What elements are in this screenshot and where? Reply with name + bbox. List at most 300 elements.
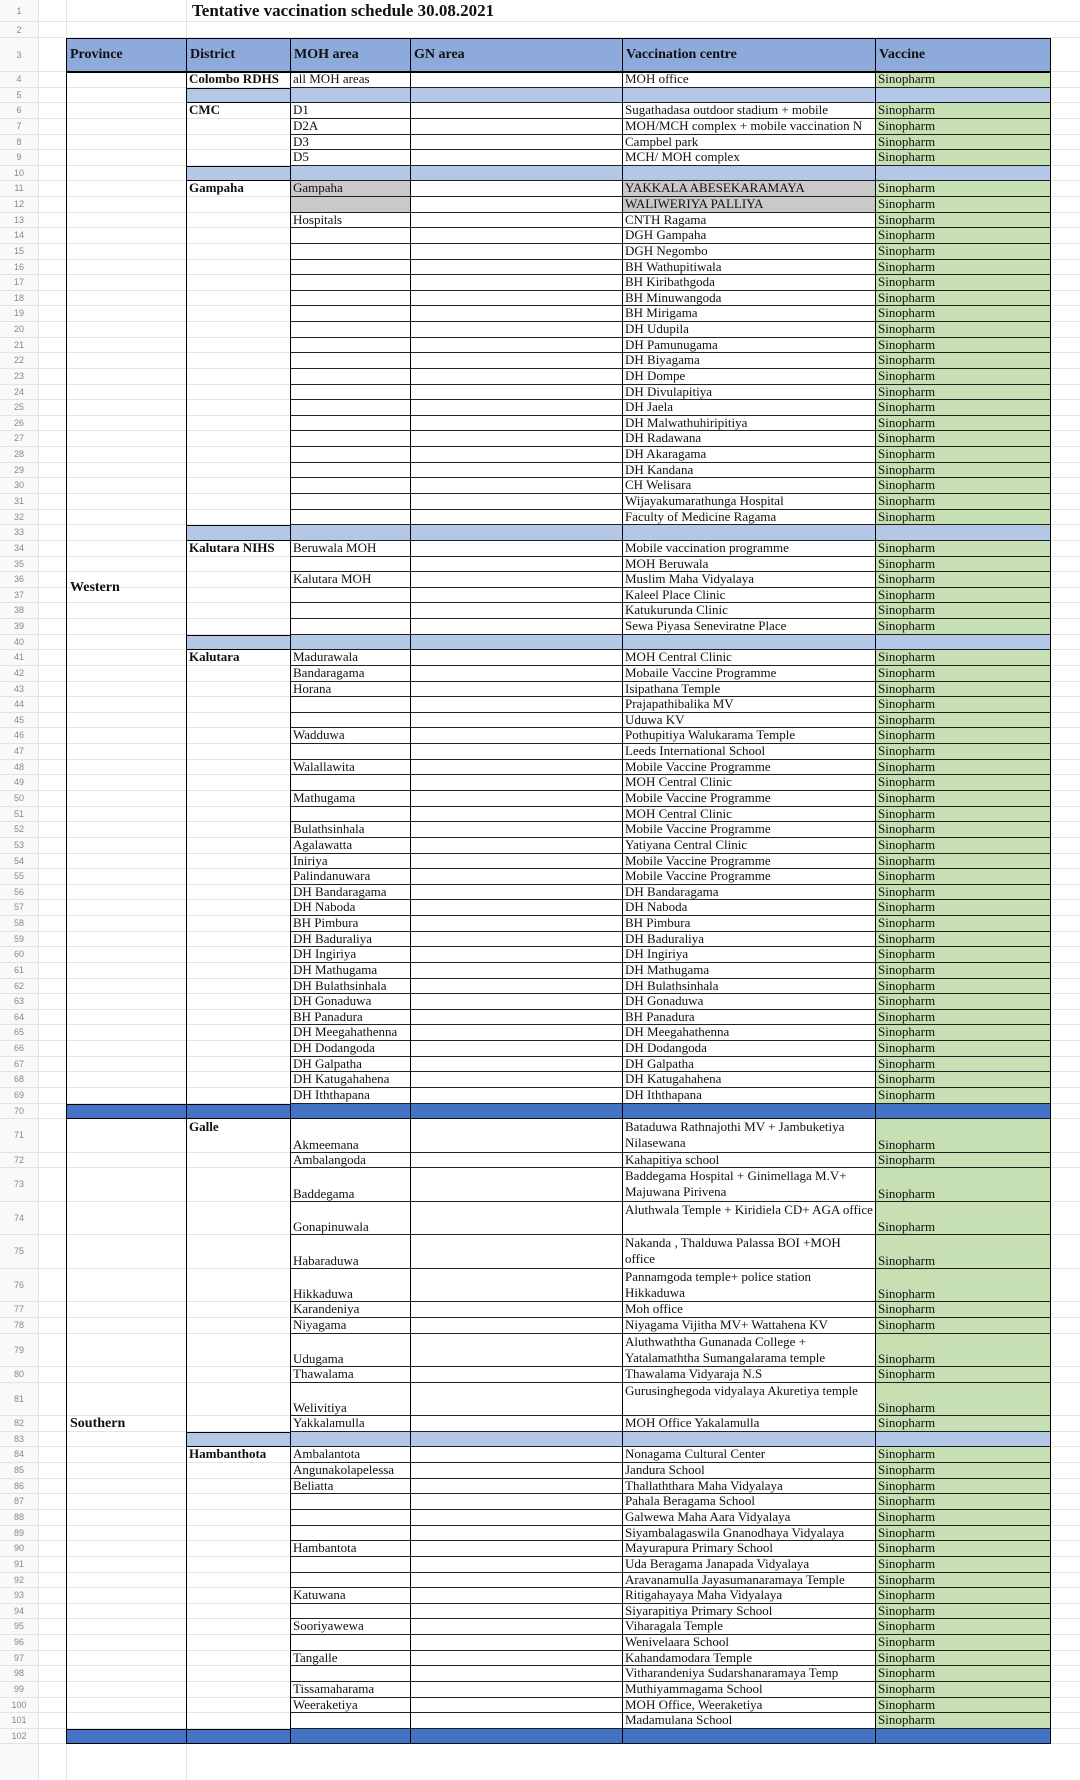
vaccination-centre-cell[interactable]: Mobile Vaccine Programme (625, 790, 771, 805)
vaccine-cell[interactable]: Sinopharm (878, 650, 936, 665)
vaccination-centre-cell[interactable]: Pannamgoda temple+ police station Hikkaduwa (625, 1268, 812, 1300)
vaccine-cell[interactable]: Sinopharm (878, 150, 936, 165)
row-number[interactable]: 66 (13, 1043, 24, 1054)
vaccination-centre-cell[interactable]: Viharagala Temple (625, 1619, 724, 1634)
moh-area-cell[interactable]: Bulathsinhala (293, 822, 365, 837)
vaccine-cell[interactable]: Sinopharm (878, 103, 936, 118)
vaccination-centre-cell[interactable]: Ritigahayaya Maha Vidyalaya (625, 1588, 783, 1603)
moh-area-cell[interactable]: Horana (293, 681, 332, 696)
vaccination-centre-cell[interactable]: DGH Negombo (625, 243, 708, 258)
vaccination-centre-cell[interactable]: MOH Beruwala (625, 556, 709, 571)
vaccine-cell[interactable]: Sinopharm (878, 759, 936, 774)
vaccine-cell[interactable]: Sinopharm (878, 728, 936, 743)
vaccine-cell[interactable]: Sinopharm (878, 869, 936, 884)
vaccination-centre-cell[interactable]: BH Minuwangoda (625, 290, 722, 305)
vaccination-centre-cell[interactable]: DH Udupila (625, 322, 689, 337)
row-number[interactable]: 58 (13, 918, 24, 929)
vaccine-cell[interactable]: Sinopharm (878, 415, 936, 430)
vaccination-centre-cell[interactable]: Uduwa KV (625, 712, 685, 727)
vaccination-centre-cell[interactable]: Thawalama Vidyaraja N.S (625, 1367, 763, 1382)
row-number[interactable]: 59 (13, 933, 24, 944)
row-number[interactable]: 85 (13, 1465, 24, 1476)
vaccination-centre-cell[interactable]: Thallaththara Maha Vidyalaya (625, 1478, 783, 1493)
row-number[interactable]: 45 (13, 714, 24, 725)
vaccine-cell[interactable]: Sinopharm (878, 1087, 936, 1102)
vaccination-centre-cell[interactable]: DH Galpatha (625, 1056, 694, 1071)
vaccination-centre-cell[interactable]: Siyarapitiya Primary School (625, 1603, 773, 1618)
moh-area-cell[interactable]: Beliatta (293, 1478, 334, 1493)
row-number[interactable]: 99 (13, 1683, 24, 1694)
vaccination-centre-cell[interactable]: BH Kiribathgoda (625, 275, 715, 290)
moh-area-cell[interactable]: DH Galpatha (293, 1056, 362, 1071)
row-number[interactable]: 12 (13, 199, 24, 210)
vaccination-centre-cell[interactable]: Prajapathibalika MV (625, 697, 734, 712)
vaccine-cell[interactable]: Sinopharm (878, 1056, 936, 1071)
vaccine-cell[interactable]: Sinopharm (878, 197, 936, 212)
moh-area-cell[interactable]: Welivitiya (293, 1400, 347, 1416)
row-number[interactable]: 52 (13, 824, 24, 835)
vaccine-cell[interactable]: Sinopharm (878, 1416, 936, 1431)
row-number[interactable]: 29 (13, 464, 24, 475)
vaccination-centre-cell[interactable]: Pahala Beragama School (625, 1494, 755, 1509)
row-number[interactable]: 97 (13, 1652, 24, 1663)
vaccine-cell[interactable]: Sinopharm (878, 1252, 936, 1268)
vaccination-centre-cell[interactable]: Mobile Vaccine Programme (625, 869, 771, 884)
row-number[interactable]: 63 (13, 996, 24, 1007)
vaccine-cell[interactable]: Sinopharm (878, 603, 936, 618)
row-number[interactable]: 69 (13, 1089, 24, 1100)
moh-area-cell[interactable]: Yakkalamulla (293, 1416, 365, 1431)
vaccine-cell[interactable]: Sinopharm (878, 1009, 936, 1024)
vaccination-centre-cell[interactable]: Bataduwa Rathnajothi MV + Jambuketiya Nilasewana (625, 1119, 845, 1151)
vaccination-centre-cell[interactable]: Kahapitiya school (625, 1152, 720, 1167)
row-number[interactable]: 76 (13, 1279, 24, 1290)
moh-area-cell[interactable]: Mathugama (293, 790, 356, 805)
moh-area-cell[interactable]: Hospitals (293, 212, 343, 227)
district-cell[interactable]: CMC (189, 103, 221, 118)
row-number[interactable]: 94 (13, 1605, 24, 1616)
vaccination-centre-cell[interactable]: DH Ingiriya (625, 947, 689, 962)
moh-area-cell[interactable]: Udugama (293, 1351, 344, 1367)
vaccine-cell[interactable]: Sinopharm (878, 1697, 936, 1712)
row-number[interactable]: 9 (16, 152, 22, 163)
row-number[interactable]: 51 (13, 808, 24, 819)
row-number[interactable]: 64 (13, 1011, 24, 1022)
row-number[interactable]: 38 (13, 605, 24, 616)
moh-area-cell[interactable]: DH Bulathsinhala (293, 978, 387, 993)
vaccination-centre-cell[interactable]: Wijayakumarathunga Hospital (625, 494, 784, 508)
vaccination-centre-cell[interactable]: Mobile Vaccine Programme (625, 822, 771, 837)
row-number[interactable]: 62 (13, 980, 24, 991)
moh-area-cell[interactable]: Sooriyawewa (293, 1619, 364, 1634)
vaccine-cell[interactable]: Sinopharm (878, 837, 936, 852)
vaccination-centre-cell[interactable]: CH Welisara (625, 478, 692, 493)
vaccination-centre-cell[interactable]: Jandura School (625, 1463, 705, 1478)
moh-area-cell[interactable]: Hambantota (293, 1541, 357, 1556)
row-number[interactable]: 11 (14, 183, 24, 194)
vaccine-cell[interactable]: Sinopharm (878, 1286, 936, 1302)
row-number[interactable]: 70 (13, 1105, 24, 1116)
vaccination-centre-cell[interactable]: DH Akaragama (625, 447, 707, 462)
vaccination-centre-cell[interactable]: Campbel park (625, 134, 699, 149)
moh-area-cell[interactable]: Kalutara MOH (293, 572, 372, 587)
row-number[interactable]: 79 (13, 1344, 24, 1355)
moh-area-cell[interactable]: Tissamaharama (293, 1681, 375, 1696)
vaccine-cell[interactable]: Sinopharm (878, 916, 936, 931)
vaccination-centre-cell[interactable]: Mayurapura Primary School (625, 1541, 774, 1556)
vaccine-cell[interactable]: Sinopharm (878, 72, 936, 86)
header-district[interactable]: District (190, 47, 236, 62)
vaccination-centre-cell[interactable]: MOH/MCH complex + mobile vaccination N (625, 118, 863, 133)
vaccine-cell[interactable]: Sinopharm (878, 1510, 936, 1524)
province-cell[interactable]: Western (70, 579, 120, 595)
vaccine-cell[interactable]: Sinopharm (878, 1302, 936, 1317)
vaccination-centre-cell[interactable]: WALIWERIYA PALLIYA (625, 197, 764, 212)
row-number[interactable]: 25 (13, 402, 24, 413)
moh-area-cell[interactable]: DH Iththapana (293, 1087, 370, 1102)
row-number[interactable]: 37 (13, 589, 24, 600)
row-number[interactable]: 27 (13, 433, 24, 444)
moh-area-cell[interactable]: DH Mathugama (293, 962, 378, 977)
moh-area-cell[interactable]: DH Gonaduwa (293, 994, 372, 1009)
vaccination-centre-cell[interactable]: Vitharandeniya Sudarshanaramaya Temp (625, 1666, 839, 1681)
moh-area-cell[interactable]: Iniriya (293, 853, 328, 868)
row-number[interactable]: 73 (13, 1179, 24, 1190)
vaccine-cell[interactable]: Sinopharm (878, 1351, 936, 1367)
moh-area-cell[interactable]: DH Baduraliya (293, 931, 373, 946)
vaccine-cell[interactable]: Sinopharm (878, 494, 936, 508)
row-number[interactable]: 101 (11, 1715, 27, 1726)
vaccination-centre-cell[interactable]: MCH/ MOH complex (625, 150, 740, 165)
vaccine-cell[interactable]: Sinopharm (878, 790, 936, 805)
vaccine-cell[interactable]: Sinopharm (878, 431, 936, 446)
vaccine-cell[interactable]: Sinopharm (878, 1041, 936, 1056)
vaccination-centre-cell[interactable]: DH Bandaragama (625, 884, 719, 899)
vaccine-cell[interactable]: Sinopharm (878, 228, 936, 243)
vaccine-cell[interactable]: Sinopharm (878, 322, 936, 337)
row-number[interactable]: 91 (13, 1558, 24, 1569)
vaccination-centre-cell[interactable]: MOH office (625, 72, 689, 86)
vaccination-centre-cell[interactable]: Uda Beragama Janapada Vidyalaya (625, 1556, 810, 1571)
vaccination-centre-cell[interactable]: Galwewa Maha Aara Vidyalaya (625, 1510, 791, 1524)
vaccine-cell[interactable]: Sinopharm (878, 447, 936, 462)
row-number[interactable]: 83 (13, 1433, 24, 1444)
vaccination-centre-cell[interactable]: DH Baduraliya (625, 931, 705, 946)
district-cell[interactable]: Gampaha (189, 181, 244, 196)
vaccination-centre-cell[interactable]: Sewa Piyasa Seneviratne Place (625, 619, 787, 634)
vaccine-cell[interactable]: Sinopharm (878, 290, 936, 305)
vaccine-cell[interactable]: Sinopharm (878, 462, 936, 477)
row-number[interactable]: 71 (13, 1130, 24, 1141)
vaccine-cell[interactable]: Sinopharm (878, 400, 936, 415)
row-number[interactable]: 13 (13, 214, 24, 225)
vaccination-centre-cell[interactable]: DH Bulathsinhala (625, 978, 719, 993)
row-number[interactable]: 93 (13, 1590, 24, 1601)
row-number[interactable]: 61 (13, 964, 24, 975)
vaccination-centre-cell[interactable]: Kahandamodara Temple (625, 1650, 752, 1665)
header-gn-area[interactable]: GN area (414, 47, 465, 62)
row-number[interactable]: 17 (13, 277, 24, 288)
moh-area-cell[interactable]: Gonapinuwala (293, 1219, 369, 1235)
vaccination-centre-cell[interactable]: Mobile Vaccine Programme (625, 853, 771, 868)
row-number[interactable]: 98 (13, 1668, 24, 1679)
vaccine-cell[interactable]: Sinopharm (878, 697, 936, 712)
vaccine-cell[interactable]: Sinopharm (878, 978, 936, 993)
row-number[interactable]: 35 (13, 558, 24, 569)
province-cell[interactable]: Southern (70, 1416, 126, 1432)
vaccine-cell[interactable]: Sinopharm (878, 1588, 936, 1603)
vaccination-centre-cell[interactable]: MOH Office Yakalamulla (625, 1416, 760, 1431)
district-cell[interactable]: Hambanthota (189, 1447, 267, 1462)
row-number[interactable]: 57 (13, 902, 24, 913)
row-number[interactable]: 89 (13, 1527, 24, 1538)
vaccine-cell[interactable]: Sinopharm (878, 775, 936, 790)
vaccination-centre-cell[interactable]: Baddegama Hospital + Ginimellaga M.V+ Majuwana Pirivena (625, 1168, 847, 1200)
vaccination-centre-cell[interactable]: MOH Central Clinic (625, 650, 732, 665)
row-number[interactable]: 86 (13, 1480, 24, 1491)
row-number[interactable]: 22 (13, 355, 24, 366)
row-number[interactable]: 41 (13, 652, 24, 663)
vaccine-cell[interactable]: Sinopharm (878, 337, 936, 352)
row-number[interactable]: 56 (13, 886, 24, 897)
vaccine-cell[interactable]: Sinopharm (878, 1713, 936, 1728)
moh-area-cell[interactable]: BH Pimbura (293, 916, 359, 931)
moh-area-cell[interactable]: DH Naboda (293, 900, 356, 915)
row-number[interactable]: 10 (13, 167, 24, 178)
row-number[interactable]: 7 (16, 120, 22, 131)
row-number[interactable]: 3 (16, 50, 22, 60)
vaccine-cell[interactable]: Sinopharm (878, 1541, 936, 1556)
vaccine-cell[interactable]: Sinopharm (878, 931, 936, 946)
vaccination-centre-cell[interactable]: Mobile vaccination programme (625, 540, 789, 555)
row-number[interactable]: 16 (13, 261, 24, 272)
vaccine-cell[interactable]: Sinopharm (878, 118, 936, 133)
moh-area-cell[interactable]: Wadduwa (293, 728, 345, 743)
row-number[interactable]: 49 (13, 777, 24, 788)
vaccination-centre-cell[interactable]: DH Jaela (625, 400, 674, 415)
vaccine-cell[interactable]: Sinopharm (878, 1666, 936, 1681)
row-number[interactable]: 90 (13, 1543, 24, 1554)
vaccination-centre-cell[interactable]: YAKKALA ABESEKARAMAYA (625, 181, 805, 196)
vaccination-centre-cell[interactable]: DH Dodangoda (625, 1041, 707, 1056)
row-number[interactable]: 21 (13, 339, 24, 350)
vaccine-cell[interactable]: Sinopharm (878, 306, 936, 321)
vaccine-cell[interactable]: Sinopharm (878, 1072, 936, 1087)
row-number[interactable]: 33 (13, 527, 24, 538)
vaccination-centre-cell[interactable]: Siyambalagaswila Gnanodhaya Vidyalaya (625, 1525, 845, 1540)
row-number[interactable]: 72 (13, 1154, 24, 1165)
vaccine-cell[interactable]: Sinopharm (878, 540, 936, 555)
row-number[interactable]: 5 (16, 89, 22, 100)
header-vaccination-centre[interactable]: Vaccination centre (626, 47, 737, 62)
vaccine-cell[interactable]: Sinopharm (878, 243, 936, 258)
vaccination-centre-cell[interactable]: DH Radawana (625, 431, 702, 446)
moh-area-cell[interactable]: D3 (293, 134, 309, 149)
vaccine-cell[interactable]: Sinopharm (878, 181, 936, 196)
vaccination-centre-cell[interactable]: DH Meegahathenna (625, 1025, 730, 1040)
row-number[interactable]: 53 (13, 839, 24, 850)
row-number[interactable]: 50 (13, 792, 24, 803)
moh-area-cell[interactable]: Thawalama (293, 1367, 354, 1382)
vaccine-cell[interactable]: Sinopharm (878, 1478, 936, 1493)
moh-area-cell[interactable]: Habaraduwa (293, 1252, 359, 1268)
vaccine-cell[interactable]: Sinopharm (878, 556, 936, 571)
moh-area-cell[interactable]: DH Katugahahena (293, 1072, 390, 1087)
moh-area-cell[interactable]: D2A (293, 118, 319, 133)
vaccine-cell[interactable]: Sinopharm (878, 1650, 936, 1665)
vaccine-cell[interactable]: Sinopharm (878, 1025, 936, 1040)
vaccine-cell[interactable]: Sinopharm (878, 744, 936, 759)
vaccination-centre-cell[interactable]: Leeds International School (625, 744, 766, 759)
vaccine-cell[interactable]: Sinopharm (878, 712, 936, 727)
vaccination-centre-cell[interactable]: MOH Central Clinic (625, 775, 732, 790)
vaccine-cell[interactable]: Sinopharm (878, 1572, 936, 1587)
row-number[interactable]: 60 (13, 949, 24, 960)
moh-area-cell[interactable]: Agalawatta (293, 837, 353, 852)
vaccination-centre-cell[interactable]: DH Divulapitiya (625, 384, 713, 399)
moh-area-cell[interactable]: Karandeniya (293, 1302, 360, 1317)
row-number[interactable]: 36 (13, 574, 24, 585)
vaccination-centre-cell[interactable]: Katukurunda Clinic (625, 603, 728, 618)
row-number[interactable]: 14 (13, 230, 24, 241)
vaccination-centre-cell[interactable]: CNTH Ragama (625, 212, 707, 227)
moh-area-cell[interactable]: Ambalantota (293, 1447, 361, 1462)
vaccination-centre-cell[interactable]: Muthiyammagama School (625, 1681, 763, 1696)
vaccine-cell[interactable]: Sinopharm (878, 619, 936, 634)
moh-area-cell[interactable]: DH Ingiriya (293, 947, 357, 962)
moh-area-cell[interactable]: all MOH areas (293, 72, 370, 86)
row-number[interactable]: 68 (13, 1074, 24, 1085)
row-number[interactable]: 20 (13, 324, 24, 335)
moh-area-cell[interactable]: Akmeemana (293, 1136, 359, 1152)
vaccine-cell[interactable]: Sinopharm (878, 1463, 936, 1478)
vaccine-cell[interactable]: Sinopharm (878, 587, 936, 602)
row-number[interactable]: 26 (13, 417, 24, 428)
row-number[interactable]: 81 (13, 1393, 24, 1404)
row-number[interactable]: 28 (13, 449, 24, 460)
vaccination-centre-cell[interactable]: Aluthwaththa Gunanada College + Yatalamaththa Sumangalarama temple (625, 1333, 826, 1365)
row-number[interactable]: 74 (13, 1212, 24, 1223)
vaccination-centre-cell[interactable]: BH Wathupitiwala (625, 259, 722, 274)
vaccination-centre-cell[interactable]: Mobile Vaccine Programme (625, 759, 771, 774)
vaccine-cell[interactable]: Sinopharm (878, 665, 936, 680)
vaccination-centre-cell[interactable]: DH Iththapana (625, 1087, 702, 1102)
moh-area-cell[interactable]: Madurawala (293, 650, 358, 665)
vaccination-centre-cell[interactable]: Niyagama Vijitha MV+ Wattahena KV (625, 1317, 828, 1332)
row-number[interactable]: 40 (13, 636, 24, 647)
vaccination-centre-cell[interactable]: Muslim Maha Vidyalaya (625, 572, 754, 587)
header-moh-area[interactable]: MOH area (294, 47, 359, 62)
vaccine-cell[interactable]: Sinopharm (878, 806, 936, 821)
vaccination-centre-cell[interactable]: DH Biyagama (625, 353, 700, 368)
row-number[interactable]: 34 (13, 542, 24, 553)
vaccination-centre-cell[interactable]: Gurusinghegoda vidyalaya Akuretiya temple (625, 1382, 858, 1398)
vaccine-cell[interactable]: Sinopharm (878, 1635, 936, 1650)
header-province[interactable]: Province (70, 47, 123, 62)
row-number[interactable]: 77 (13, 1304, 24, 1315)
vaccine-cell[interactable]: Sinopharm (878, 1525, 936, 1540)
district-cell[interactable]: Colombo RDHS (189, 72, 279, 86)
vaccine-cell[interactable]: Sinopharm (878, 1619, 936, 1634)
vaccination-centre-cell[interactable]: MOH Central Clinic (625, 806, 732, 821)
row-number[interactable]: 80 (13, 1369, 24, 1380)
vaccine-cell[interactable]: Sinopharm (878, 212, 936, 227)
vaccine-cell[interactable]: Sinopharm (878, 1317, 936, 1332)
row-number[interactable]: 65 (13, 1027, 24, 1038)
row-number[interactable]: 47 (13, 746, 24, 757)
moh-area-cell[interactable]: Hikkaduwa (293, 1286, 353, 1302)
moh-area-cell[interactable]: Gampaha (293, 181, 343, 196)
moh-area-cell[interactable]: Ambalangoda (293, 1152, 366, 1167)
moh-area-cell[interactable]: DH Dodangoda (293, 1041, 375, 1056)
row-number[interactable]: 15 (13, 245, 24, 256)
row-number[interactable]: 102 (11, 1730, 27, 1741)
vaccination-centre-cell[interactable]: DGH Gampaha (625, 228, 707, 243)
vaccine-cell[interactable]: Sinopharm (878, 572, 936, 587)
row-number[interactable]: 48 (13, 761, 24, 772)
vaccination-centre-cell[interactable]: Pothupitiya Walukarama Temple (625, 728, 796, 743)
moh-area-cell[interactable]: DH Meegahathenna (293, 1025, 398, 1040)
vaccine-cell[interactable]: Sinopharm (878, 478, 936, 493)
vaccine-cell[interactable]: Sinopharm (878, 681, 936, 696)
row-number[interactable]: 1 (16, 6, 22, 16)
moh-area-cell[interactable]: Walallawita (293, 759, 355, 774)
vaccination-centre-cell[interactable]: DH Dompe (625, 368, 686, 383)
vaccine-cell[interactable]: Sinopharm (878, 947, 936, 962)
vaccine-cell[interactable]: Sinopharm (878, 900, 936, 915)
vaccine-cell[interactable]: Sinopharm (878, 259, 936, 274)
vaccination-centre-cell[interactable]: Yatiyana Central Clinic (625, 837, 748, 852)
vaccine-cell[interactable]: Sinopharm (878, 134, 936, 149)
row-number[interactable]: 87 (13, 1496, 24, 1507)
vaccination-centre-cell[interactable]: BH Mirigama (625, 306, 698, 321)
row-number[interactable]: 32 (13, 511, 24, 522)
moh-area-cell[interactable]: Beruwala MOH (293, 540, 377, 555)
vaccination-centre-cell[interactable]: BH Pimbura (625, 916, 691, 931)
vaccine-cell[interactable]: Sinopharm (878, 1367, 936, 1382)
vaccination-centre-cell[interactable]: Kaleel Place Clinic (625, 587, 726, 602)
vaccination-centre-cell[interactable]: DH Naboda (625, 900, 688, 915)
row-number[interactable]: 8 (16, 136, 22, 147)
moh-area-cell[interactable]: DH Bandaragama (293, 884, 387, 899)
moh-area-cell[interactable]: Weeraketiya (293, 1697, 358, 1712)
vaccination-centre-cell[interactable]: Wenivelaara School (625, 1635, 729, 1650)
vaccine-cell[interactable]: Sinopharm (878, 1219, 936, 1235)
vaccination-centre-cell[interactable]: Moh office (625, 1302, 683, 1317)
vaccine-cell[interactable]: Sinopharm (878, 884, 936, 899)
district-cell[interactable]: Galle (189, 1119, 219, 1135)
vaccine-cell[interactable]: Sinopharm (878, 822, 936, 837)
row-number[interactable]: 100 (11, 1699, 27, 1710)
vaccine-cell[interactable]: Sinopharm (878, 1136, 936, 1152)
row-number[interactable]: 19 (13, 308, 24, 319)
vaccine-cell[interactable]: Sinopharm (878, 1681, 936, 1696)
vaccination-centre-cell[interactable]: Aravanamulla Jayasumanaramaya Temple (625, 1572, 845, 1587)
row-number[interactable]: 44 (13, 699, 24, 710)
district-cell[interactable]: Kalutara NIHS (189, 540, 275, 555)
row-number[interactable]: 67 (13, 1058, 24, 1069)
moh-area-cell[interactable]: Katuwana (293, 1588, 346, 1603)
vaccination-centre-cell[interactable]: BH Panadura (625, 1009, 695, 1024)
row-number[interactable]: 42 (13, 667, 24, 678)
vaccine-cell[interactable]: Sinopharm (878, 1447, 936, 1462)
vaccine-cell[interactable]: Sinopharm (878, 853, 936, 868)
district-cell[interactable]: Kalutara (189, 650, 240, 665)
vaccination-centre-cell[interactable]: Nonagama Cultural Center (625, 1447, 766, 1462)
moh-area-cell[interactable]: Palindanuwara (293, 869, 371, 884)
vaccination-centre-cell[interactable]: Mobaile Vaccine Programme (625, 665, 777, 680)
row-number[interactable]: 88 (13, 1512, 24, 1522)
